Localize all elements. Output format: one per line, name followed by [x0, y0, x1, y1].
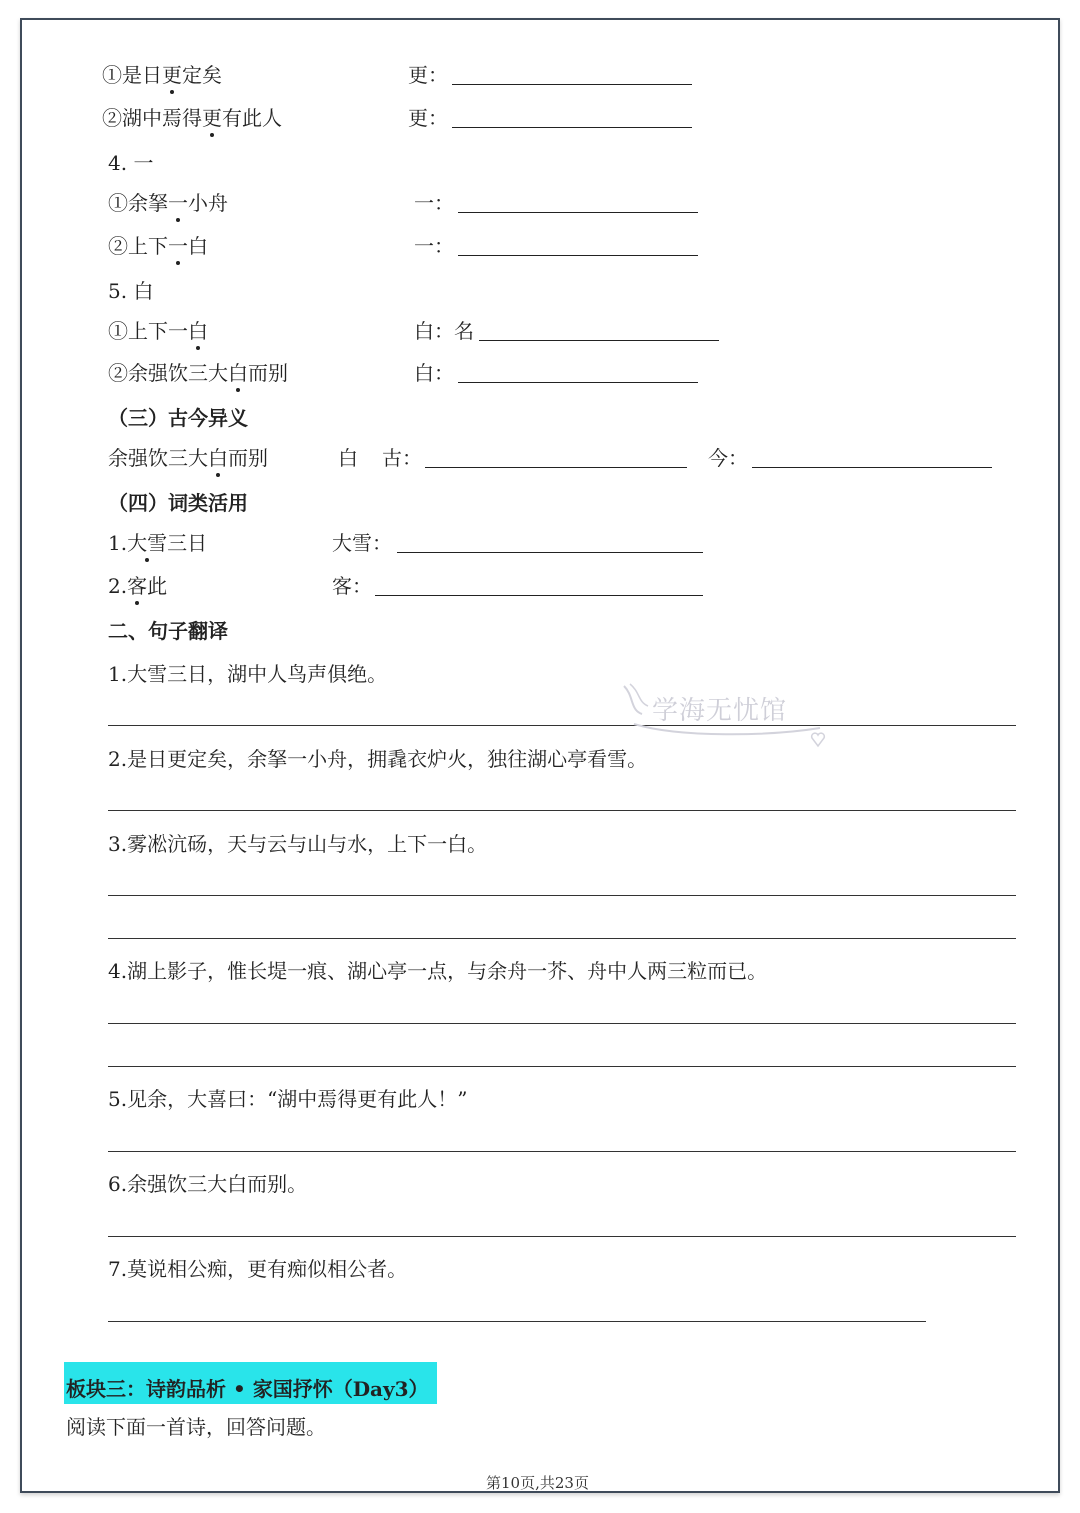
answer-line[interactable]: [108, 725, 1016, 726]
vocab-bai-label-2: 白：: [414, 361, 454, 385]
section-banner-title: 板块三：诗韵品析 • 家国抒怀（Day3）: [66, 1377, 429, 1401]
answer-line[interactable]: [108, 1321, 926, 1322]
answer-blank[interactable]: [458, 382, 698, 383]
vocab-yi-item-1: ①余拏一小舟: [108, 191, 228, 215]
translation-item-7: 7.莫说相公痴，更有痴似相公者。: [108, 1257, 408, 1281]
answer-line[interactable]: [108, 810, 1016, 811]
answer-blank[interactable]: [458, 255, 698, 256]
answer-line[interactable]: [108, 1023, 1016, 1024]
answer-line[interactable]: [108, 1236, 1016, 1237]
answer-blank[interactable]: [375, 595, 703, 596]
gujin-sentence: 余强饮三大白而别: [108, 446, 268, 470]
vocab-yi-heading: 4. 一: [108, 151, 154, 175]
gujin-word: 白: [338, 446, 358, 470]
answer-blank[interactable]: [752, 467, 992, 468]
cilei-heading: （四）词类活用: [108, 491, 248, 515]
answer-blank[interactable]: [425, 467, 687, 468]
vocab-yi-label-2: 一：: [414, 234, 454, 258]
watermark: [620, 680, 830, 754]
gujin-gu-label: 古：: [382, 446, 422, 470]
answer-line[interactable]: [108, 1151, 1016, 1152]
vocab-geng-item-2: ②湖中焉得更有此人: [102, 106, 282, 130]
cilei-item-1: 1.大雪三日: [108, 531, 208, 555]
section-instruction: 阅读下面一首诗，回答问题。: [66, 1415, 326, 1439]
answer-blank[interactable]: [452, 127, 692, 128]
vocab-bai-label-1: 白：名: [414, 319, 474, 343]
answer-line[interactable]: [108, 1066, 1016, 1067]
vocab-bai-item-2: ②余强饮三大白而别: [108, 361, 288, 385]
translation-heading: 二、句子翻译: [108, 619, 228, 643]
cilei-label-2: 客：: [332, 574, 372, 598]
page-footer: 第10页,共23页: [486, 1474, 589, 1492]
cilei-label-1: 大雪：: [332, 531, 392, 555]
translation-item-1: 1.大雪三日，湖中人鸟声俱绝。: [108, 662, 388, 686]
vocab-yi-label-1: 一：: [414, 191, 454, 215]
translation-item-6: 6.余强饮三大白而别。: [108, 1172, 308, 1196]
vocab-geng-label-2: 更：: [408, 106, 448, 130]
vocab-geng-item-1: ①是日更定矣: [102, 63, 222, 87]
answer-blank[interactable]: [458, 212, 698, 213]
vocab-yi-item-2: ②上下一白: [108, 234, 208, 258]
gujin-heading: （三）古今异义: [108, 406, 248, 430]
answer-blank[interactable]: [479, 340, 719, 341]
gujin-jin-label: 今：: [708, 446, 748, 470]
translation-item-4: 4.湖上影子，惟长堤一痕、湖心亭一点，与余舟一芥、舟中人两三粒而已。: [108, 959, 768, 983]
vocab-bai-item-1: ①上下一白: [108, 319, 208, 343]
answer-blank[interactable]: [452, 84, 692, 85]
vocab-bai-heading: 5. 白: [108, 279, 154, 303]
cilei-item-2: 2.客此: [108, 574, 168, 598]
translation-item-2: 2.是日更定矣，余拏一小舟，拥毳衣炉火，独往湖心亭看雪。: [108, 747, 648, 771]
vocab-geng-label-1: 更：: [408, 63, 448, 87]
answer-line[interactable]: [108, 895, 1016, 896]
translation-item-5: 5.见余，大喜曰：“湖中焉得更有此人！”: [108, 1087, 468, 1111]
answer-blank[interactable]: [397, 552, 703, 553]
translation-item-3: 3.雾凇沆砀，天与云与山与水，上下一白。: [108, 832, 488, 856]
watermark-text: 学海无忧馆: [652, 696, 788, 726]
answer-line[interactable]: [108, 938, 1016, 939]
